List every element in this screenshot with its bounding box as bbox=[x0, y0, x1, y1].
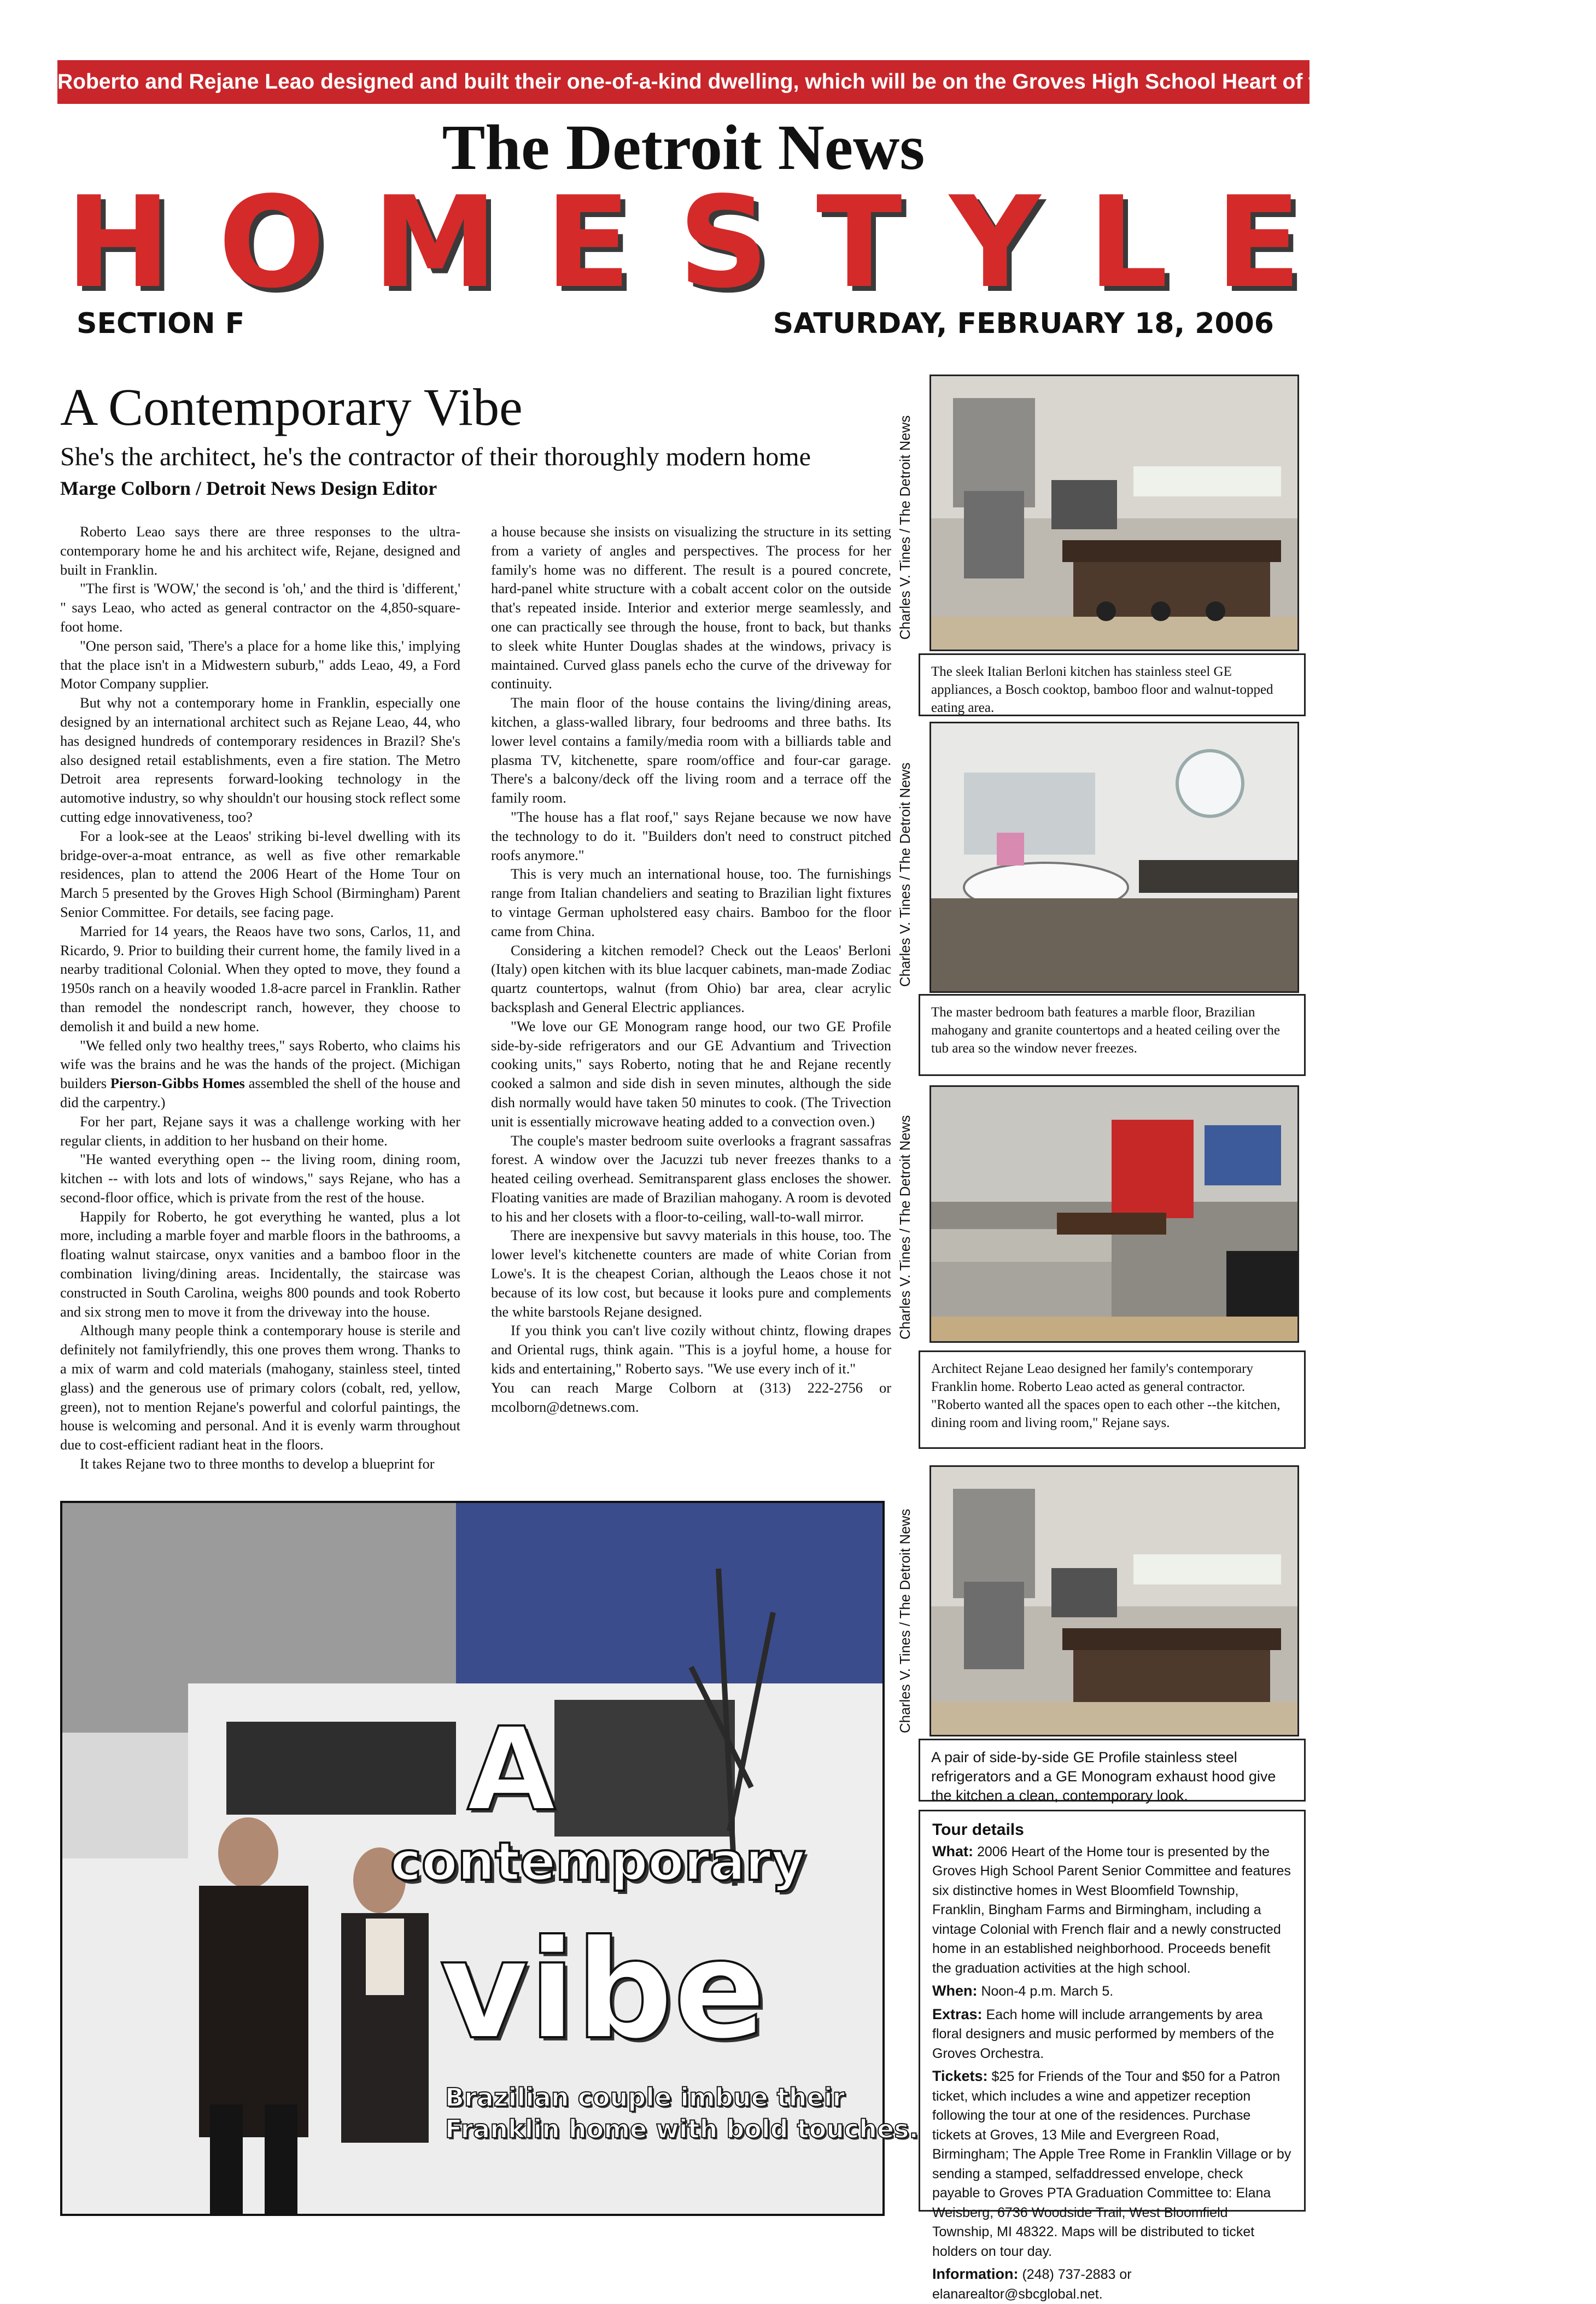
section-name bbox=[66, 170, 1301, 316]
label: Information: bbox=[932, 2266, 1019, 2282]
article-deck: She's the architect, he's the contractor of their thoroughly modern home bbox=[60, 442, 811, 471]
article-column-2 bbox=[491, 522, 891, 1416]
tour-title: Tour details bbox=[932, 1821, 1024, 1839]
paragraph: The main floor of the house contains the living/dining areas, kitchen, a glass-walled library, four bedrooms and three baths. Its lower level contains a family/media room with a billiards table and plasma TV, kitchenette, spare room/office and four-car garage. There's a balcony/deck off the living room and a terrace off the family room. bbox=[491, 694, 891, 806]
section-name-letter: Y bbox=[949, 170, 1040, 316]
paragraph: "He wanted everything open -- the living room, dining room, kitchen -- with lots and lots of windows," says Rejane, who has a second-floor office, which is private from the rest of the house. bbox=[60, 1151, 460, 1206]
top-banner: Roberto and Rejane Leao designed and built their one-of-a-kind dwelling, which will be on the Groves High School Heart of the Home Tour on March 5th bbox=[57, 60, 1309, 104]
value: Each home will include arrangements by area floral designers and music performed by members of the Groves Orchestra. bbox=[932, 2007, 1275, 2061]
overlay-subtitle-2: Franklin home with bold touches. bbox=[445, 2114, 919, 2144]
tour-information bbox=[932, 2265, 1292, 2304]
refrigerator-image bbox=[931, 1467, 1297, 1735]
paragraph: "We felled only two healthy trees," says Roberto, who claims his wife was the brains and he was the hands of the project. (Michigan builders Pierson-Gibbs Homes assembled the shell of the house and did the carpentry.) bbox=[60, 1037, 460, 1110]
paragraph: Roberto Leao says there are three responses to the ultra-contemporary home he and his architect wife, Rejane, designed and built in Franklin. bbox=[60, 523, 460, 578]
section-label: SECTION F bbox=[77, 307, 245, 340]
refrigerator-photo bbox=[929, 1465, 1299, 1736]
paragraph: "We love our GE Monogram range hood, our two GE Profile side-by-side refrigerators and our GE Advantium and Trivection cooking units," says Roberto, noting that he and Rejane recently cooked a salmon and side dish in seven minutes, although the side dish normally would have taken 50 minutes to cook. (The Trivection unit is essentially microwave heating added to a convection oven.) bbox=[491, 1017, 891, 1130]
paragraph: a house because she insists on visualizing the structure in its setting from a variety of angles and perspectives. The process for her family's home was no different. The result is a poured concrete, hard-panel white structure with a cobalt accent color on the outside that's repeated inside. Interior and exterior merge seamlessly, and one can practically see through the house, front to back, but thanks to sleek white Hunter Douglas shades at the windows, privacy is maintained. Curved glass panels echo the curve of the driveway for continuity. bbox=[491, 523, 891, 692]
paragraph: There are inexpensive but savvy materials in this house, too. The lower level's kitchenette counters are made of white Corian from Lowe's. It is the cheapest Corian, although the Leaos chose it not because of its low cost, but because it looks pure and complements the white barstools Rejane designed. bbox=[491, 1227, 891, 1320]
photo-credit: Charles V. Tines / The Detroit News bbox=[897, 415, 913, 640]
value: Noon-4 p.m. March 5. bbox=[981, 1984, 1114, 1999]
living-room-photo bbox=[929, 1085, 1299, 1343]
paragraph: But why not a contemporary home in Franklin, especially one designed by an international architect such as Rejane Leao, 44, who has designed hundreds of contemporary residences in Brazil? She's also designed retail establishments, even a fire station. The Metro Detroit area represents forward-looking technology in the automotive industry, so why shouldn't our housing stock reflect some cutting edge innovativeness, too? bbox=[60, 694, 460, 825]
paragraph: Considering a kitchen remodel? Check out the Leaos' Berloni (Italy) open kitchen with its blue lacquer cabinets, man-made Zodiac quartz countertops, walnut (from Ohio) bar area, clear acrylic backsplash and General Electric appliances. bbox=[491, 942, 891, 1015]
article-column-1 bbox=[60, 522, 460, 1473]
newspaper-title: The Detroit News bbox=[442, 112, 925, 183]
section-name-letter: S bbox=[678, 170, 769, 316]
living-room-image bbox=[931, 1087, 1297, 1341]
paragraph: For her part, Rejane says it was a challenge working with her regular clients, in addition to her husband on their home. bbox=[60, 1113, 460, 1149]
photo-caption: A pair of side-by-side GE Profile stainless steel refrigerators and a GE Monogram exhaust hood give the kitchen a clean, contemporary look. bbox=[919, 1739, 1306, 1802]
paragraph: Happily for Roberto, he got everything he wanted, plus a lot more, including a marble foyer and marble floors in the bathrooms, a floating walnut staircase, onyx vanities and a bamboo floor in the combination living/dining areas. Incidentally, the staircase was constructed in South Carolina, weighs 800 pounds and took Roberto and six strong men to move it from the driveway into the house. bbox=[60, 1208, 460, 1320]
paragraph: If you think you can't live cozily without chintz, flowing drapes and Oriental rugs, think again. "This is a joyful home, a house for kids and entertaining," Roberto says. "We use every inch of it." bbox=[491, 1322, 891, 1377]
photo-credit: Charles V. Tines / The Detroit News bbox=[897, 1508, 913, 1733]
tour-details-box bbox=[919, 1810, 1306, 2302]
photo-caption: The master bedroom bath features a marble floor, Brazilian mahogany and granite countertops and a heated ceiling over the tub area so the window never freezes. bbox=[919, 994, 1306, 1076]
section-name-letter: H bbox=[66, 170, 171, 316]
paragraph: "The house has a flat roof," says Rejane because we now have the technology to do it. "Builders don't need to construct pitched roofs anymore." bbox=[491, 808, 891, 863]
section-name-letter: E bbox=[545, 170, 631, 316]
value: $25 for Friends of the Tour and $50 for a Patron ticket, which includes a wine and appetizer reception following the tour at one of the residences. Purchase tickets at Groves, 13 Mile and Evergreen Road, Birmingham; The Apple Tree Rome in Franklin Village or by sending a stamped, selfaddressed envelope, check payable to Groves PTA Graduation Committee to: Elana Weisberg, 6736 Woodside Trail, West Bloomfield Township, MI 48322. Maps will be distributed to ticket holders on tour day. bbox=[932, 2069, 1291, 2259]
tour-when bbox=[932, 1981, 1292, 2002]
paragraph: "One person said, 'There's a place for a home like this,' implying that the place isn't in a Midwestern suburb," adds Leao, 49, a Ford Motor Company supplier. bbox=[60, 637, 460, 692]
kitchen-photo bbox=[929, 375, 1299, 651]
section-name-letter: T bbox=[816, 170, 902, 316]
photo-caption: The sleek Italian Berloni kitchen has stainless steel GE appliances, a Bosch cooktop, bamboo floor and walnut-topped eating area. bbox=[919, 653, 1306, 716]
overlay-vibe: vibe bbox=[440, 1910, 767, 2069]
tour-tickets bbox=[932, 2067, 1292, 2261]
section-name-letter: M bbox=[372, 170, 498, 316]
kitchen-image bbox=[931, 376, 1297, 650]
section-name-letter: E bbox=[1215, 170, 1301, 316]
paragraph: "The first is 'WOW,' the second is 'oh,' and the third is 'different,' " says Leao, who acted as general contractor on the 4,850-square-foot home. bbox=[60, 580, 460, 635]
paragraph: For a look-see at the Leaos' striking bi-level dwelling with its bridge-over-a-moat entrance, as well as five other remarkable residences, plan to attend the 2006 Heart of the Home Tour on March 5 presented by the Groves High School (Birmingham) Parent Senior Committee. For details, see facing page. bbox=[60, 827, 460, 920]
overlay-a: A bbox=[467, 1703, 556, 1837]
bath-image bbox=[931, 723, 1297, 991]
label: Extras: bbox=[932, 2005, 983, 2022]
label: When: bbox=[932, 1983, 978, 1999]
overlay-subtitle-1: Brazilian couple imbue their bbox=[445, 2083, 845, 2112]
overlay-contemporary: contemporary bbox=[390, 1831, 805, 1892]
bath-photo bbox=[929, 722, 1299, 993]
section-name-letter: O bbox=[218, 170, 325, 316]
paragraph: It takes Rejane two to three months to develop a blueprint for bbox=[80, 1455, 435, 1472]
section-name-letter: L bbox=[1088, 170, 1168, 316]
contact-line: You can reach Marge Colborn at (313) 222-2756 or mcolborn@detnews.com. bbox=[491, 1379, 891, 1415]
paragraph: This is very much an international house, too. The furnishings range from Italian chandeliers and seating to Brazilian light fixtures to vintage German upholstered easy chairs. Bamboo for the floor came from China. bbox=[491, 866, 891, 939]
value: (248) 737-2883 or elanarealtor@sbcglobal.net. bbox=[932, 2267, 1132, 2302]
article-byline: Marge Colborn / Detroit News Design Editor bbox=[60, 477, 437, 499]
paragraph: Although many people think a contemporary house is sterile and definitely not familyfriendly, this one proves them wrong. Thanks to a mix of warm and cold materials (mahogany, stainless steel, tinted glass) and the generous use of primary colors (cobalt, red, yellow, green), not to mention Rejane's powerful and colorful paintings, the house is welcoming and personal. And it is evenly warm throughout due to cost-efficient radiant heat in the floors. bbox=[60, 1322, 460, 1453]
paragraph: Married for 14 years, the Reaos have two sons, Carlos, 11, and Ricardo, 9. Prior to building their current home, the family lived in a nearby traditional Colonial. When they opted to move, they found a 1950s ranch on a heavily wooded 1.8-acre parcel in Franklin. Rather than remodel the nondescript ranch, however, they choose to demolish it and build a new home. bbox=[60, 922, 460, 1034]
photo-credit: Charles V. Tines / The Detroit News bbox=[897, 1115, 913, 1340]
tour-what bbox=[932, 1842, 1292, 1979]
label: What: bbox=[932, 1843, 973, 1859]
value: 2006 Heart of the Home tour is presented by the Groves High School Parent Senior Committee and features six distinctive homes in West Bloomfield Township, Franklin, Bingham Farms and Birmingham, including a vintage Colonial with French flair and a newly constructed home in an established neighborhood. Proceeds benefit the graduation activities at the high school. bbox=[932, 1844, 1291, 1976]
article-headline: A Contemporary Vibe bbox=[60, 378, 523, 436]
photo-caption: Architect Rejane Leao designed her family's contemporary Franklin home. Roberto Leao acted as general contractor. "Roberto wanted all the spaces open to each other --the kitchen, dining room and living room," Rejane says. bbox=[919, 1350, 1306, 1449]
paragraph: The couple's master bedroom suite overlooks a fragrant sassafras forest. A window over the Jacuzzi tub never freezes thanks to a heated ceiling overhead. Semitransparent glass encloses the shower. Floating vanities are made of Brazilian mahogany. A room is devoted to his and her closets with a floor-to-ceiling, wall-to-wall mirror. bbox=[491, 1132, 891, 1225]
photo-credit: Charles V. Tines / The Detroit News bbox=[897, 762, 913, 987]
tour-extras bbox=[932, 2005, 1292, 2064]
label: Tickets: bbox=[932, 2068, 988, 2084]
issue-date: SATURDAY, FEBRUARY 18, 2006 bbox=[773, 307, 1274, 340]
